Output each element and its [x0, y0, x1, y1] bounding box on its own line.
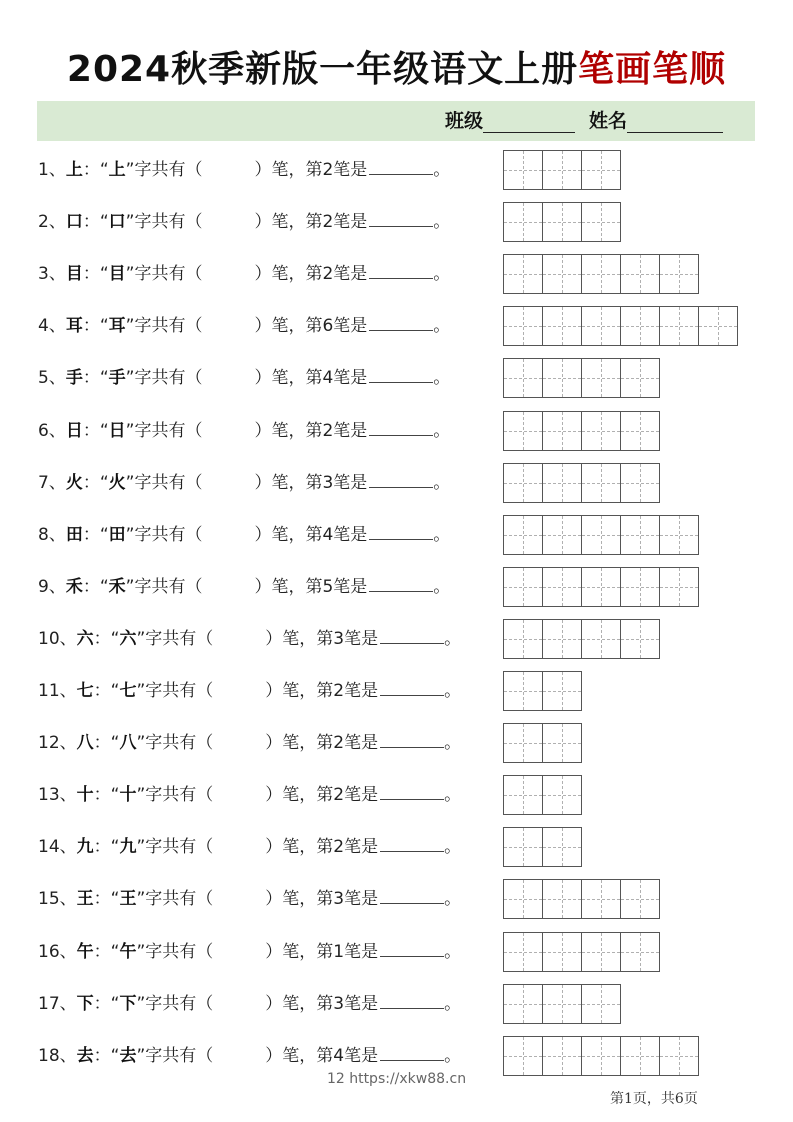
stroke-answer-blank[interactable] — [369, 521, 433, 540]
writing-cell[interactable] — [503, 775, 543, 815]
question-text-part: ：“ — [93, 733, 120, 753]
question-text-part: ）笔，第4笔是 — [254, 368, 368, 388]
question-text-part: ）笔，第2笔是 — [254, 160, 368, 180]
question-char-quoted: 王 — [119, 889, 137, 909]
writing-cell[interactable] — [542, 879, 582, 919]
question-char-quoted: 耳 — [108, 316, 126, 336]
writing-cell[interactable] — [581, 202, 621, 242]
writing-cell[interactable] — [503, 879, 543, 919]
question-text-part: ：“ — [82, 421, 109, 441]
question-text-part: 。 — [433, 264, 451, 284]
question-char: 去 — [76, 1046, 94, 1066]
question-text-part: 。 — [433, 212, 451, 232]
writing-cell[interactable] — [620, 254, 660, 294]
stroke-answer-blank[interactable] — [369, 156, 433, 175]
question-text-part: 。 — [433, 160, 451, 180]
question-number: 13、 — [38, 785, 77, 805]
writing-cell[interactable] — [503, 723, 543, 763]
question-text-part: 。 — [433, 577, 451, 597]
question-text-part: ”字共有（ — [125, 473, 203, 493]
question-text-part: 。 — [444, 837, 462, 857]
question-text-part: ”字共有（ — [136, 629, 214, 649]
title-accent: 笔画笔顺 — [578, 49, 727, 90]
question-number: 16、 — [38, 942, 77, 962]
question-text-part: ：“ — [93, 889, 120, 909]
question-text-part: ）笔，第4笔是 — [254, 525, 368, 545]
question-text-part: ”字共有（ — [136, 785, 214, 805]
writing-grid — [503, 723, 581, 763]
writing-grid — [503, 932, 659, 972]
writing-cell[interactable] — [542, 984, 582, 1024]
question-text-part: ”字共有（ — [136, 1046, 214, 1066]
question-char: 六 — [76, 629, 94, 649]
question-text-part: ）笔，第2笔是 — [265, 785, 379, 805]
question-char-quoted: 禾 — [108, 577, 126, 597]
question-text — [38, 677, 461, 703]
title-main: 2024秋季新版一年级语文上册 — [66, 49, 579, 90]
question-text-part: ）笔，第2笔是 — [265, 681, 379, 701]
question-text-part: 。 — [444, 889, 462, 909]
writing-cell[interactable] — [503, 411, 543, 451]
question-char: 王 — [76, 889, 94, 909]
writing-cell[interactable] — [581, 358, 621, 398]
stroke-answer-blank[interactable] — [369, 208, 433, 227]
question-text-part: ）笔，第2笔是 — [265, 733, 379, 753]
writing-cell[interactable] — [503, 254, 543, 294]
writing-cell[interactable] — [503, 827, 543, 867]
writing-cell[interactable] — [581, 411, 621, 451]
question-char: 下 — [76, 994, 94, 1014]
question-text-part: ）笔，第2笔是 — [254, 421, 368, 441]
writing-grid — [503, 879, 659, 919]
writing-grid — [503, 984, 620, 1024]
question-char: 上 — [65, 160, 83, 180]
question-number: 5、 — [38, 368, 66, 388]
stroke-answer-blank[interactable] — [380, 677, 444, 696]
writing-grid — [503, 671, 581, 711]
question-char-quoted: 九 — [119, 837, 137, 857]
writing-cell[interactable] — [581, 879, 621, 919]
question-text-part: 。 — [444, 942, 462, 962]
writing-cell[interactable] — [542, 254, 582, 294]
question-text — [38, 781, 461, 807]
stroke-answer-blank[interactable] — [380, 781, 444, 800]
question-text-part: ：“ — [93, 1046, 120, 1066]
stroke-answer-blank[interactable] — [380, 625, 444, 644]
question-char-quoted: 七 — [119, 681, 137, 701]
writing-cell[interactable] — [542, 358, 582, 398]
stroke-answer-blank[interactable] — [369, 573, 433, 592]
stroke-answer-blank[interactable] — [380, 729, 444, 748]
question-number: 8、 — [38, 525, 66, 545]
question-text-part: ：“ — [82, 577, 109, 597]
question-text — [38, 260, 450, 286]
writing-cell[interactable] — [620, 619, 660, 659]
question-text-part: ”字共有（ — [125, 212, 203, 232]
question-text-part: ”字共有（ — [125, 160, 203, 180]
question-text-part: ）笔，第4笔是 — [265, 1046, 379, 1066]
writing-cell[interactable] — [503, 932, 543, 972]
question-text-part: ：“ — [82, 264, 109, 284]
writing-cell[interactable] — [581, 932, 621, 972]
question-text-part: ：“ — [82, 212, 109, 232]
stroke-answer-blank[interactable] — [369, 469, 433, 488]
writing-grid — [503, 306, 737, 346]
question-text-part: 。 — [433, 316, 451, 336]
question-text-part: 。 — [444, 733, 462, 753]
writing-cell[interactable] — [620, 879, 660, 919]
question-number: 18、 — [38, 1046, 77, 1066]
stroke-answer-blank[interactable] — [380, 885, 444, 904]
question-text — [38, 573, 450, 599]
question-text-part: ：“ — [82, 473, 109, 493]
question-text — [38, 521, 450, 547]
writing-cell[interactable] — [503, 1036, 543, 1076]
stroke-answer-blank[interactable] — [380, 938, 444, 957]
writing-cell[interactable] — [542, 150, 582, 190]
writing-cell[interactable] — [503, 671, 543, 711]
question-char-quoted: 火 — [108, 473, 126, 493]
question-text-part: ：“ — [82, 316, 109, 336]
writing-grid — [503, 567, 698, 607]
question-number: 4、 — [38, 316, 66, 336]
question-text-part: 。 — [444, 1046, 462, 1066]
question-text-part: ）笔，第1笔是 — [265, 942, 379, 962]
writing-cell[interactable] — [620, 411, 660, 451]
writing-grid — [503, 463, 659, 503]
writing-cell[interactable] — [503, 358, 543, 398]
writing-cell[interactable] — [503, 202, 543, 242]
writing-grid — [503, 1036, 698, 1076]
question-text-part: 。 — [433, 473, 451, 493]
stroke-answer-blank[interactable] — [369, 312, 433, 331]
question-text-part: 。 — [433, 368, 451, 388]
source-url: 12 https://xkw88.cn — [326, 1071, 467, 1087]
writing-cell[interactable] — [542, 411, 582, 451]
question-text-part: ”字共有（ — [136, 889, 214, 909]
question-number: 3、 — [38, 264, 66, 284]
question-text-part: ”字共有（ — [125, 421, 203, 441]
question-text-part: ”字共有（ — [136, 733, 214, 753]
question-char-quoted: 去 — [119, 1046, 137, 1066]
question-text-part: ）笔，第3笔是 — [254, 473, 368, 493]
writing-cell[interactable] — [581, 567, 621, 607]
writing-grid — [503, 254, 698, 294]
question-char-quoted: 上 — [108, 160, 126, 180]
writing-cell[interactable] — [542, 202, 582, 242]
question-text-part: ：“ — [93, 681, 120, 701]
question-char-quoted: 田 — [108, 525, 126, 545]
question-text-part: ）笔，第2笔是 — [265, 837, 379, 857]
writing-cell[interactable] — [620, 306, 660, 346]
class-blank[interactable] — [483, 112, 575, 133]
writing-cell[interactable] — [542, 1036, 582, 1076]
question-text — [38, 417, 450, 443]
writing-cell[interactable] — [581, 984, 621, 1024]
question-number: 10、 — [38, 629, 77, 649]
question-text-part: ：“ — [93, 942, 120, 962]
writing-cell[interactable] — [620, 515, 660, 555]
question-text-part: ）笔，第6笔是 — [254, 316, 368, 336]
question-number: 1、 — [38, 160, 66, 180]
writing-cell[interactable] — [542, 463, 582, 503]
question-char-quoted: 八 — [119, 733, 137, 753]
writing-grid — [503, 827, 581, 867]
question-char-quoted: 下 — [119, 994, 137, 1014]
question-char: 午 — [76, 942, 94, 962]
writing-cell[interactable] — [542, 567, 582, 607]
question-text-part: ”字共有（ — [125, 525, 203, 545]
question-char: 八 — [76, 733, 94, 753]
writing-grid — [503, 358, 659, 398]
stroke-answer-blank[interactable] — [380, 990, 444, 1009]
question-text — [38, 208, 450, 234]
writing-cell[interactable] — [503, 567, 543, 607]
question-number: 7、 — [38, 473, 66, 493]
writing-cell[interactable] — [620, 932, 660, 972]
question-char: 禾 — [65, 577, 83, 597]
question-char: 耳 — [65, 316, 83, 336]
question-text-part: ）笔，第5笔是 — [254, 577, 368, 597]
question-text-part: ）笔，第2笔是 — [254, 212, 368, 232]
page-title — [0, 46, 793, 94]
question-text-part: 。 — [433, 421, 451, 441]
stroke-answer-blank[interactable] — [380, 1042, 444, 1061]
writing-cell[interactable] — [581, 150, 621, 190]
stroke-answer-blank[interactable] — [369, 417, 433, 436]
writing-cell[interactable] — [581, 254, 621, 294]
question-text-part: ”字共有（ — [136, 942, 214, 962]
writing-grid — [503, 150, 620, 190]
question-text-part: ：“ — [93, 994, 120, 1014]
writing-cell[interactable] — [503, 984, 543, 1024]
question-char: 手 — [65, 368, 83, 388]
class-field — [445, 109, 575, 133]
question-text-part: ）笔，第3笔是 — [265, 889, 379, 909]
question-char: 火 — [65, 473, 83, 493]
question-number: 9、 — [38, 577, 66, 597]
question-text-part: ”字共有（ — [125, 368, 203, 388]
question-char-quoted: 日 — [108, 421, 126, 441]
writing-cell[interactable] — [581, 463, 621, 503]
writing-cell[interactable] — [581, 306, 621, 346]
question-number: 12、 — [38, 733, 77, 753]
question-char: 田 — [65, 525, 83, 545]
question-text — [38, 729, 461, 755]
stroke-answer-blank[interactable] — [369, 364, 433, 383]
question-text-part: 。 — [444, 681, 462, 701]
question-text-part: ：“ — [82, 525, 109, 545]
writing-cell[interactable] — [581, 619, 621, 659]
writing-cell[interactable] — [542, 619, 582, 659]
writing-cell[interactable] — [659, 254, 699, 294]
question-number: 2、 — [38, 212, 66, 232]
writing-grid — [503, 775, 581, 815]
name-label: 姓名 — [589, 110, 628, 132]
stroke-answer-blank[interactable] — [369, 260, 433, 279]
question-text-part: ）笔，第3笔是 — [265, 994, 379, 1014]
question-text-part: ”字共有（ — [136, 681, 214, 701]
page-number: 第1页，共6页 — [610, 1091, 698, 1107]
writing-cell[interactable] — [620, 463, 660, 503]
writing-grid — [503, 202, 620, 242]
question-text — [38, 885, 461, 911]
question-text-part: ：“ — [93, 837, 120, 857]
question-text — [38, 156, 450, 182]
writing-cell[interactable] — [698, 306, 738, 346]
question-text — [38, 1042, 461, 1068]
question-text-part: ”字共有（ — [136, 994, 214, 1014]
writing-cell[interactable] — [503, 306, 543, 346]
writing-cell[interactable] — [542, 932, 582, 972]
question-char: 十 — [76, 785, 94, 805]
class-label: 班级 — [445, 110, 484, 132]
question-char-quoted: 六 — [119, 629, 137, 649]
writing-cell[interactable] — [542, 515, 582, 555]
writing-grid — [503, 515, 698, 555]
question-char-quoted: 午 — [119, 942, 137, 962]
question-text-part: ”字共有（ — [125, 577, 203, 597]
question-text-part: 。 — [444, 785, 462, 805]
question-text-part: 。 — [444, 994, 462, 1014]
writing-cell[interactable] — [542, 671, 582, 711]
question-char-quoted: 口 — [108, 212, 126, 232]
question-text-part: ”字共有（ — [136, 837, 214, 857]
question-number: 17、 — [38, 994, 77, 1014]
name-field — [589, 109, 723, 133]
writing-cell[interactable] — [620, 567, 660, 607]
question-number: 11、 — [38, 681, 77, 701]
question-text — [38, 469, 450, 495]
writing-cell[interactable] — [659, 567, 699, 607]
question-char: 口 — [65, 212, 83, 232]
question-text — [38, 990, 461, 1016]
question-char: 目 — [65, 264, 83, 284]
question-char-quoted: 目 — [108, 264, 126, 284]
question-text-part: ”字共有（ — [125, 264, 203, 284]
question-text-part: ”字共有（ — [125, 316, 203, 336]
question-text-part: ：“ — [93, 629, 120, 649]
question-number: 15、 — [38, 889, 77, 909]
question-number: 14、 — [38, 837, 77, 857]
question-text-part: ：“ — [93, 785, 120, 805]
question-text-part: ）笔，第2笔是 — [254, 264, 368, 284]
student-info-band — [37, 101, 755, 141]
writing-grid — [503, 619, 659, 659]
question-char: 七 — [76, 681, 94, 701]
writing-grid — [503, 411, 659, 451]
question-text — [38, 312, 450, 338]
writing-cell[interactable] — [620, 358, 660, 398]
question-text — [38, 625, 461, 651]
name-blank[interactable] — [627, 112, 723, 133]
writing-cell[interactable] — [620, 1036, 660, 1076]
question-text-part: 。 — [433, 525, 451, 545]
question-text — [38, 833, 461, 859]
question-text-part: 。 — [444, 629, 462, 649]
writing-cell[interactable] — [659, 515, 699, 555]
writing-cell[interactable] — [581, 515, 621, 555]
writing-cell[interactable] — [503, 463, 543, 503]
writing-cell[interactable] — [659, 306, 699, 346]
question-number: 6、 — [38, 421, 66, 441]
writing-cell[interactable] — [542, 306, 582, 346]
stroke-answer-blank[interactable] — [380, 833, 444, 852]
question-char-quoted: 手 — [108, 368, 126, 388]
writing-cell[interactable] — [542, 827, 582, 867]
writing-cell[interactable] — [503, 515, 543, 555]
writing-cell[interactable] — [542, 775, 582, 815]
question-text-part: ）笔，第3笔是 — [265, 629, 379, 649]
question-char: 日 — [65, 421, 83, 441]
question-char-quoted: 十 — [119, 785, 137, 805]
writing-cell[interactable] — [542, 723, 582, 763]
question-text-part: ：“ — [82, 160, 109, 180]
question-text — [38, 938, 461, 964]
writing-cell[interactable] — [503, 619, 543, 659]
question-text-part: ：“ — [82, 368, 109, 388]
writing-cell[interactable] — [659, 1036, 699, 1076]
writing-cell[interactable] — [503, 150, 543, 190]
question-text — [38, 364, 450, 390]
writing-cell[interactable] — [581, 1036, 621, 1076]
question-char: 九 — [76, 837, 94, 857]
